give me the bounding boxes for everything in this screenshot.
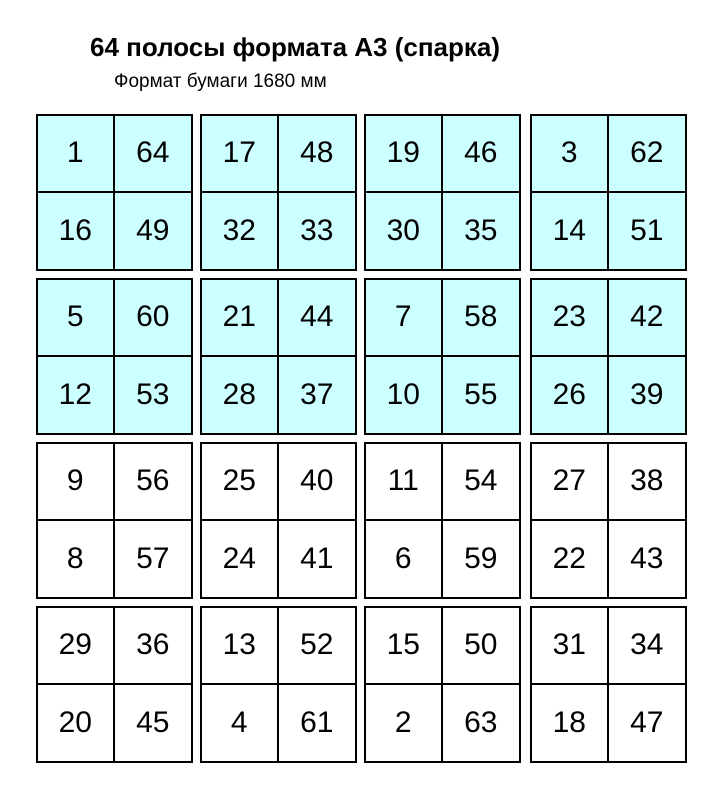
page-cell [202,280,279,357]
page-cell [115,357,192,434]
page-number: 9 [66,464,84,498]
page-number: 59 [464,541,498,575]
page-number: 64 [136,136,170,170]
page-number: 41 [300,541,334,575]
page-number: 46 [464,136,498,170]
sheet-block [200,114,357,271]
page-number: 19 [386,136,420,170]
page-number: 42 [630,300,664,334]
page-number: 8 [66,541,84,575]
page-cell [115,280,192,357]
page-number: 26 [552,377,586,411]
page-cell [202,116,279,193]
page-number: 45 [136,705,170,739]
page-cell [202,521,279,598]
sheet-block [36,442,193,599]
page-number: 25 [222,464,256,498]
page-cell [279,357,356,434]
page-number: 47 [630,705,664,739]
page-number: 16 [58,213,92,247]
page-number: 1 [66,136,84,170]
page-number: 62 [630,136,664,170]
page-number: 3 [560,136,578,170]
page-cell [609,444,686,521]
page-cell [366,357,443,434]
sheet-block [200,442,357,599]
page-cell [38,685,115,762]
page-number: 2 [394,705,412,739]
page-number: 32 [222,213,256,247]
page-cell [115,608,192,685]
page-number: 49 [136,213,170,247]
page-number: 22 [552,541,586,575]
sheet-block [364,606,521,763]
page-cell [609,116,686,193]
page-cell [443,116,520,193]
page-number: 43 [630,541,664,575]
page-number: 17 [222,136,256,170]
page-number: 13 [222,628,256,662]
page-cell [443,357,520,434]
page-number: 48 [300,136,334,170]
page-number: 11 [387,464,419,498]
page-cell [366,116,443,193]
page-cell [366,521,443,598]
page-cell [202,608,279,685]
page-cell [38,444,115,521]
page-cell [279,280,356,357]
page-cell [115,685,192,762]
page-cell [532,116,609,193]
page-cell [366,444,443,521]
page-number: 55 [464,377,498,411]
page-number: 7 [394,300,412,334]
page-number: 21 [222,300,256,334]
page-cell [609,685,686,762]
page-number: 38 [630,464,664,498]
page-number: 44 [300,300,334,334]
page-number: 24 [222,541,256,575]
page-cell [279,444,356,521]
page-cell [115,116,192,193]
sheet-block [530,442,687,599]
page-number: 14 [552,213,586,247]
page-number: 51 [630,213,664,247]
page-number: 5 [66,300,84,334]
page-number: 37 [300,377,334,411]
page-cell [532,521,609,598]
page-cell [38,521,115,598]
page-number: 12 [58,377,92,411]
page-number: 15 [386,628,420,662]
page-number: 61 [300,705,334,739]
sheet-block [364,278,521,435]
page-cell [443,521,520,598]
page-number: 27 [552,464,586,498]
page-cell [279,116,356,193]
page-cell [115,521,192,598]
sheet-block [200,606,357,763]
page-cell [609,280,686,357]
page-number: 36 [136,628,170,662]
page-number: 60 [136,300,170,334]
page-number: 39 [630,377,664,411]
page-number: 18 [552,705,586,739]
page-number: 4 [230,705,248,739]
page-cell [443,193,520,270]
sheet-block [36,114,193,271]
page-cell [532,280,609,357]
page-cell [609,193,686,270]
paper-format-label: Формат бумаги 1680 мм [114,71,327,92]
page-number: 57 [136,541,170,575]
page-cell [279,685,356,762]
page-number: 50 [464,628,498,662]
page-number: 28 [222,377,256,411]
page-cell [115,193,192,270]
page-number: 29 [58,628,92,662]
page-cell [366,193,443,270]
page-number: 63 [464,705,498,739]
sheet-block [36,606,193,763]
page-cell [115,444,192,521]
page-number: 40 [300,464,334,498]
page-number: 33 [300,213,334,247]
page-number: 58 [464,300,498,334]
page-cell [532,357,609,434]
page-cell [443,685,520,762]
page-cell [38,280,115,357]
page-cell [609,357,686,434]
page-cell [443,444,520,521]
page-cell [609,608,686,685]
page-number: 10 [386,377,420,411]
page-number: 54 [464,464,498,498]
page-cell [38,357,115,434]
page-number: 34 [630,628,664,662]
page-cell [366,280,443,357]
sheet-block [364,114,521,271]
page-cell [279,193,356,270]
page-cell [202,357,279,434]
page-number: 23 [552,300,586,334]
page-number: 52 [300,628,334,662]
page-cell [532,685,609,762]
sheet-block [36,278,193,435]
page-number: 31 [552,628,586,662]
page-number: 20 [58,705,92,739]
page-number: 35 [464,213,498,247]
page-cell [532,193,609,270]
page-number: 53 [136,377,170,411]
page-cell [532,608,609,685]
page-cell [202,685,279,762]
page-cell [443,608,520,685]
page-number: 56 [136,464,170,498]
page-cell [38,608,115,685]
page-cell [38,116,115,193]
page-cell [443,280,520,357]
sheet-block [200,278,357,435]
page-cell [202,193,279,270]
sheet-block [530,606,687,763]
page-cell [609,521,686,598]
page-number: 30 [386,213,420,247]
page-cell [366,608,443,685]
sheet-block [364,442,521,599]
page-number: 6 [394,541,412,575]
page-cell [532,444,609,521]
page-cell [202,444,279,521]
page-cell [279,608,356,685]
page-title: 64 полосы формата А3 (спарка) [90,32,501,62]
page-cell [366,685,443,762]
page-cell [38,193,115,270]
sheet-block [530,114,687,271]
page-cell [279,521,356,598]
sheet-block [530,278,687,435]
